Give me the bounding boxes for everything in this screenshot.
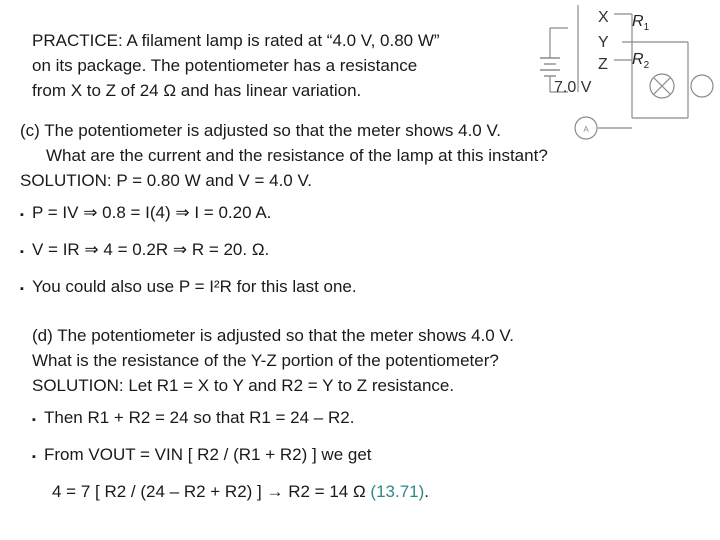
bullet-icon: ▪ (20, 283, 24, 295)
part-d-step-3: 4 = 7 [ R2 / (24 – R2 + R2) ] → R2 = 14 Ω (13.71). (52, 482, 430, 501)
intro-line-1: PRACTICE: A filament lamp is rated at “4.0 V, 0.80 W” (32, 31, 440, 50)
part-d-question-line-1: (d) The potentiometer is adjusted so that the meter shows 4.0 V. (32, 326, 514, 345)
bullet-icon: ▪ (32, 414, 36, 426)
voltmeter-icon (691, 75, 713, 97)
label-x: X (598, 9, 609, 26)
part-d-step-1: ▪ Then R1 + R2 = 24 so that R1 = 24 – R2. (32, 405, 354, 433)
part-d-question-line-2: What is the resistance of the Y-Z portion of the potentiometer? (32, 351, 499, 370)
label-y: Y (598, 34, 609, 51)
circuit-diagram (520, 0, 720, 160)
battery-icon (540, 58, 560, 76)
r1-label: $R_1$ (632, 13, 650, 33)
part-d-step-2: ▪ From VOUT = VIN [ R2 / (R1 + R2) ] we get (32, 442, 372, 470)
bullet-icon: ▪ (32, 451, 36, 463)
bullet-icon: ▪ (20, 246, 24, 258)
r2-label: $R_2$ (632, 51, 650, 71)
label-z: Z (598, 56, 608, 73)
part-d-solution: SOLUTION: Let R1 = X to Y and R2 = Y to Z resistance. (32, 376, 455, 395)
part-c-solution: SOLUTION: P = 0.80 W and V = 4.0 V. (20, 171, 312, 190)
lamp-icon (650, 74, 674, 98)
bullet-icon: ▪ (20, 209, 24, 221)
intro-line-3: from X to Z of 24 Ω and has linear variation. (32, 81, 362, 100)
intro-line-2: on its package. The potentiometer has a resistance (32, 56, 418, 75)
part-c-question-line-2: What are the current and the resistance of the lamp at this instant? (46, 146, 548, 165)
meter-symbol: A (583, 125, 589, 134)
part-c-question-line-1: (c) The potentiometer is adjusted so that the meter shows 4.0 V. (20, 121, 501, 140)
part-c-step-3: ▪ You could also use P = I²R for this last one. (20, 274, 357, 302)
part-c-step-2: ▪ V = IR ⇒ 4 = 0.2R ⇒ R = 20. Ω. (20, 237, 269, 265)
battery-label: 7.0 V (554, 79, 592, 96)
answer-note: (13.71) (370, 482, 425, 501)
part-c-step-1: ▪ P = IV ⇒ 0.8 = I(4) ⇒ I = 0.20 A. (20, 200, 271, 228)
